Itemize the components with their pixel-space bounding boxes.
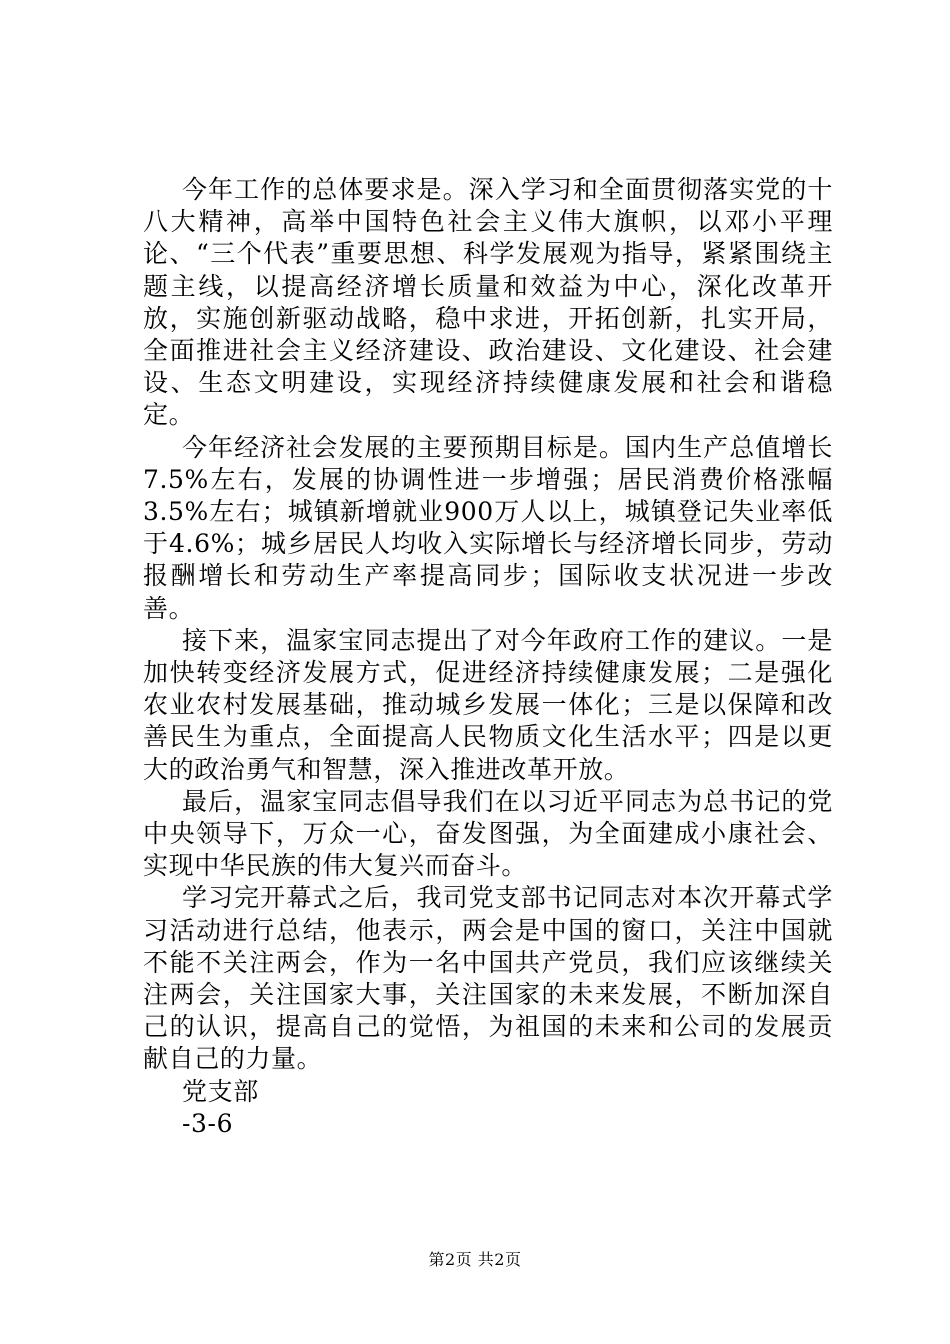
page-indicator: 第2页 共2页: [428, 1250, 522, 1269]
paragraph-closing-call: 最后，温家宝同志倡导我们在以习近平同志为总书记的党中央领导下，万众一心，奋发图强，为全面建成小康社会、实现中华民族的伟大复兴而奋斗。: [143, 786, 833, 881]
paragraph-party-summary: 学习完开幕式之后，我司党支部书记同志对本次开幕式学习活动进行总结，他表示，两会是中国的窗口，关注中国就不能不关注两会，作为一名中国共产党员，我们应该继续关注两会，关注国家大事，关注国家的未来发展，不断加深自己的认识，提高自己的觉悟，为祖国的未来和公司的发展贡献自己的力量。: [143, 883, 833, 1074]
paragraph-economic-targets: 今年经济社会发展的主要预期目标是。国内生产总值增长7.5%左右，发展的协调性进一步增强；居民消费价格涨幅3.5%左右；城镇新增就业900万人以上，城镇登记失业率低于4.6%；城乡居民人均收入实际增长与经济增长同步，劳动报酬增长和劳动生产率提高同步；国际收支状况进一步改善。: [143, 432, 833, 623]
paragraph-government-suggestions: 接下来，温家宝同志提出了对今年政府工作的建议。一是加快转变经济发展方式，促进经济持续健康发展；二是强化农业农村发展基础，推动城乡发展一体化；三是以保障和改善民生为重点，全面提高人民物质文化生活水平；四是以更大的政治勇气和智慧，深入推进改革开放。: [143, 625, 833, 784]
paragraph-general-requirements: 今年工作的总体要求是。深入学习和全面贯彻落实党的十八大精神，高举中国特色社会主义伟大旗帜，以邓小平理论、“三个代表”重要思想、科学发展观为指导，紧紧围绕主题主线，以提高经济增长质量和效益为中心，深化改革开放，实施创新驱动战略，稳中求进，开拓创新，扎实开局，全面推进社会主义经济建设、政治建设、文化建设、社会建设、生态文明建设，实现经济持续健康发展和社会和谐稳定。: [143, 175, 833, 430]
document-body: [143, 174, 833, 1140]
date: -3-6: [182, 1108, 234, 1138]
page-footer: [0, 1247, 950, 1270]
signature: 党支部: [182, 1076, 259, 1106]
